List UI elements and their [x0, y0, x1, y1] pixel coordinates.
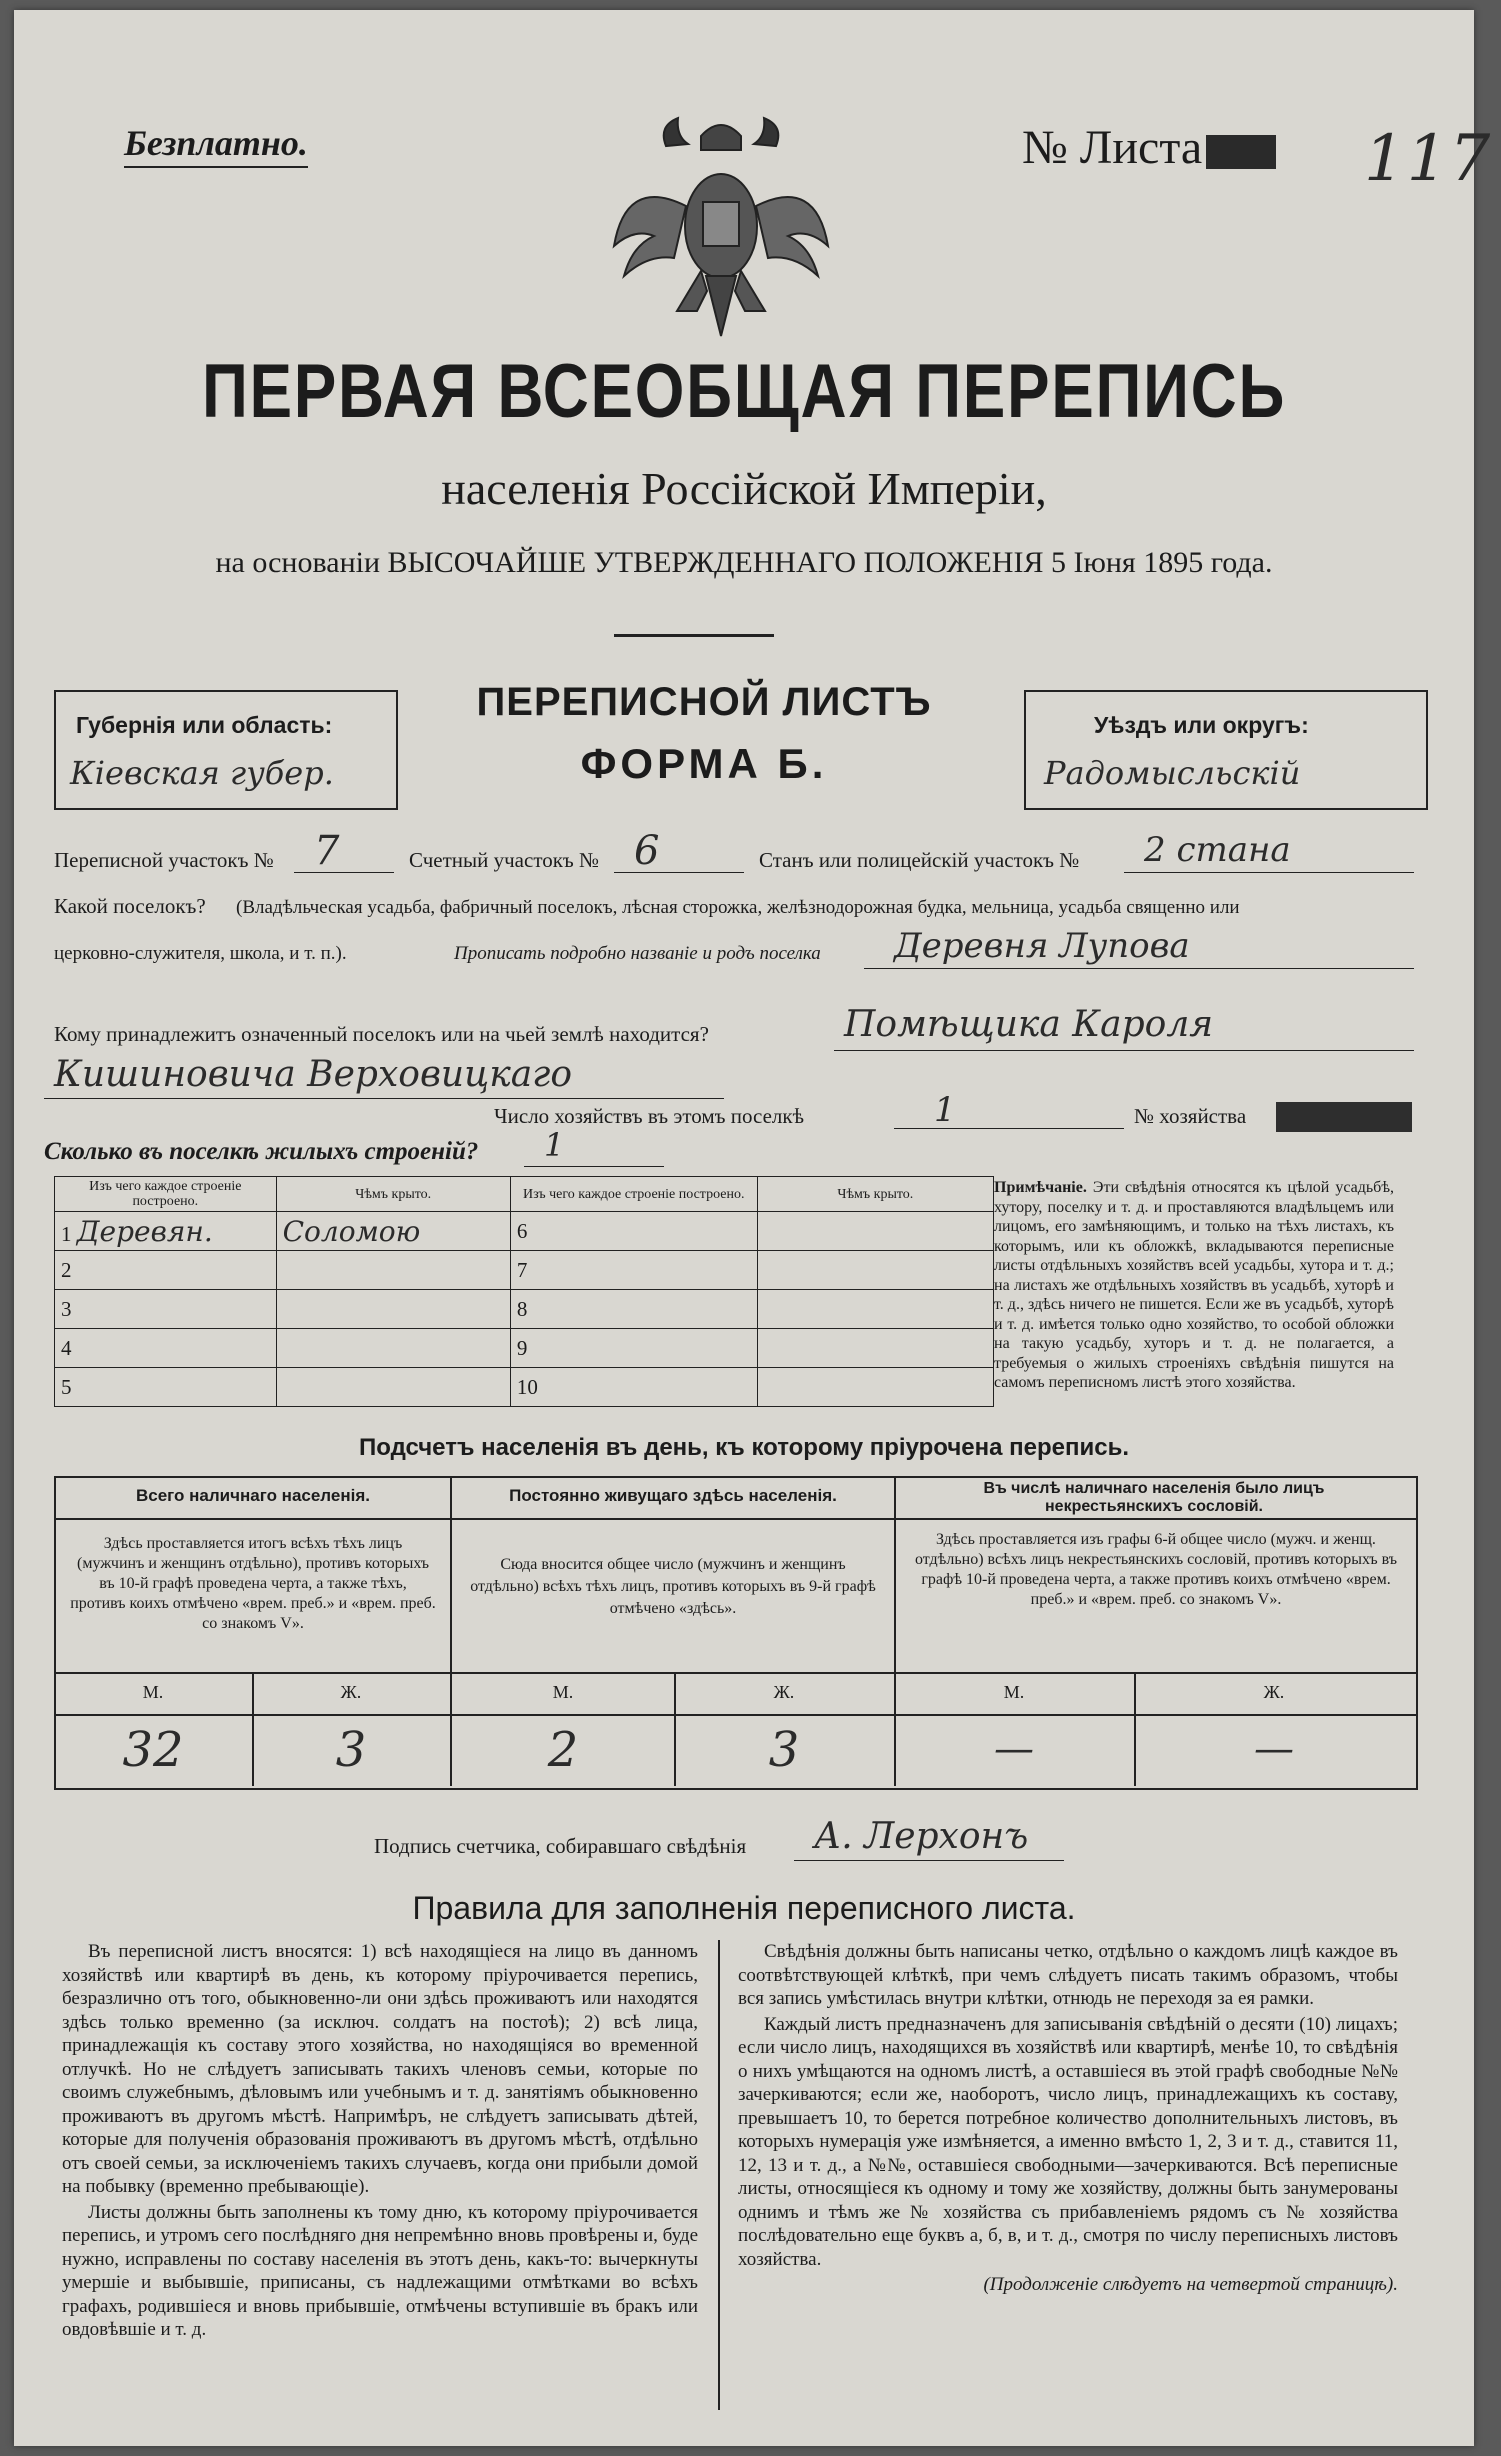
present-m-label: М. [142, 1682, 164, 1702]
table-row [55, 1212, 994, 1251]
census-area-line [294, 872, 394, 873]
count-title: Подсчетъ населенія въ день, къ которому пріурочена перепись. [359, 1434, 1129, 1461]
settlement-instruction: Прописать подробно названіе и родъ поселка [454, 943, 821, 964]
table-row [55, 1251, 994, 1290]
present-m-value: 32 [122, 1722, 184, 1778]
present-f-label: Ж. [340, 1682, 362, 1702]
signature-label: Подпись счетчика, собиравшаго свѣдѣнія [374, 1834, 747, 1858]
province-box [54, 690, 398, 810]
household-no-label: № хозяйства [1134, 1104, 1247, 1128]
resident-f-value: 3 [768, 1722, 800, 1778]
households-value: 1 [934, 1090, 956, 1130]
district-box [1024, 690, 1428, 810]
col-roof-header-2: Чѣмъ крыто. [757, 1177, 993, 1212]
buildings-label: Сколько въ поселкѣ жилыхъ строеній? [44, 1138, 479, 1165]
form-title: ПЕРЕПИСНОЙ ЛИСТЪ [476, 680, 932, 724]
col-material-header: Изъ чего каждое строеніе построено. [55, 1177, 277, 1212]
material-value: Деревян. [76, 1214, 213, 1248]
rules-right-column [738, 1940, 1398, 2297]
rules-left-column [62, 1940, 698, 2344]
owner-value-1: Помѣщика Кароля [844, 1004, 1214, 1045]
resident-m-value: 2 [547, 1722, 579, 1778]
note-title: Примѣчаніе. [994, 1179, 1087, 1196]
note-text: Эти свѣдѣнія относятся къ цѣлой усадьбѣ, хутору, поселку и т. д. и проставляются владѣльцемъ или лицомъ, его замѣняющимъ, и только на тѣхъ листахъ, къ которымъ, или къ обложкѣ, вкладываются переписные листы отдѣльныхъ хозяйствъ всей усадьбы, хутора и т. д.; на листахъ же отдѣльныхъ хозяйствъ въ усадьбѣ, хуторѣ и т. д., здѣсь ничего не пишется. Если же въ усадьбѣ, хуторѣ и т. д. имѣется только одно хозяйство, то особой обложки на такую усадьбу, хуторъ и т. д. не полагается, а требуемыя о жилыхъ строеніяхъ свѣдѣнія пишутся на самомъ переписномъ листѣ этого хозяйства. [994, 1179, 1395, 1391]
row-number: 10 [510, 1368, 757, 1407]
census-area-label: Переписной участокъ № [54, 848, 274, 872]
settlement-value: Деревня Лупова [894, 926, 1190, 966]
rules-right-p1: Свѣдѣнія должны быть написаны четко, отдѣльно о каждомъ лицѣ каждое въ соотвѣтствующей клѣткѣ, при чемъ слѣдуетъ писать такимъ образомъ, чтобы вся запись умѣстилась внутри клѣтки, отнюдь не переходя за ея рамки. [738, 1941, 1398, 2009]
buildings-table [54, 1176, 994, 1407]
resident-f-label: Ж. [773, 1682, 795, 1702]
page-subtitle: населенія Россійской Имперіи, [441, 463, 1047, 514]
count-area-label: Счетный участокъ № [409, 848, 600, 872]
nonpeasant-m-label: М. [1003, 1682, 1025, 1702]
nonpeasant-f-label: Ж. [1263, 1682, 1285, 1702]
count-col2-title: Постоянно живущаго здѣсь населенія. [509, 1486, 837, 1505]
buildings-value: 1 [544, 1126, 565, 1164]
count-area-value: 6 [634, 828, 660, 874]
rules-right-p2: Каждый листъ предназначенъ для записыванія свѣдѣній о десяти (10) лицахъ; если число лицъ, находящихся въ хозяйствѣ или квартирѣ, менѣе 10, то свѣдѣнія о нихъ умѣщаются на одномъ листѣ, а оставшіеся въ этой графѣ свободные №№ зачеркиваются; если же, наоборотъ, число лицъ, принадлежащихъ къ составу, превышаетъ 10, то берется потребное количество дополнительныхъ листовъ, въ которыхъ нумерація уже измѣняется, а именно вмѣсто 1, 2, 3 и т. д., ставится 11, 12, 13 и т. д., а №№, оставшіеся свободными—зачеркиваются. Всѣ переписные листы, относящіеся къ одному и тому же хозяйству, должны быть занумерованы однимъ и тѣмъ же № хозяйства съ прибавленіемъ рядомъ съ № хозяйства послѣдовательно еще буквъ а, б, в, и т. д., смотря по числу переписныхъ листовъ хозяйства. [738, 2013, 1398, 2270]
count-col2-text: Сюда вносится общее число (мужчинъ и женщинъ отдѣльно) всѣхъ тѣхъ лицъ, противъ которыхъ въ 9-й графѣ отмѣчено «здѣсь». [470, 1556, 876, 1617]
owner-line-1 [834, 1050, 1414, 1051]
divider [614, 634, 774, 637]
row-number: 4 [55, 1329, 277, 1368]
signature-line [794, 1860, 1064, 1861]
resident-m-label: М. [552, 1682, 574, 1702]
row-number: 9 [510, 1329, 757, 1368]
rules-column-divider [718, 1940, 720, 2410]
redacted-sheet-number [1206, 135, 1276, 169]
note [994, 1178, 1394, 1393]
row-number: 5 [55, 1368, 277, 1407]
row-number: 3 [55, 1290, 277, 1329]
count-row-divider-2 [54, 1672, 1416, 1674]
province-value: Кіевская губер. [70, 754, 334, 792]
row-number: 7 [510, 1251, 757, 1290]
table-row [55, 1368, 994, 1407]
district-label: Уѣздъ или округъ: [1094, 712, 1309, 738]
count-col1-text: Здѣсь проставляется итогъ всѣхъ тѣхъ лицъ (мужчинъ и женщинъ отдѣльно), противъ которыхъ въ 10-й графѣ проведена черта, а также тѣхъ, противъ коихъ отмѣчено «врем. преб.» и «врем. преб. со знакомъ V». [70, 1535, 436, 1632]
nonpeasant-f-value: — [1254, 1726, 1294, 1772]
row-number: 6 [510, 1212, 757, 1251]
rules-continued: (Продолженіе слѣдуетъ на четвертой страницѣ). [983, 2274, 1398, 2295]
nonpeasant-m-value: — [994, 1726, 1034, 1772]
settlement-line [864, 968, 1414, 969]
present-f-value: 3 [335, 1722, 367, 1778]
owner-label: Кому принадлежитъ означенный поселокъ или на чьей землѣ находится? [54, 1022, 709, 1046]
count-col3-text: Здѣсь проставляется изъ графы 6-й общее число (мужч. и женщ. отдѣльно) всѣхъ лицъ некрестьянскихъ сословій, противъ которыхъ въ графѣ 10-й проведена черта, а также противъ коихъ отмѣчено «врем. преб.» и «врем. преб. со знакомъ V». [914, 1531, 1398, 1608]
handwritten-page-number: 117 [1364, 122, 1493, 196]
stan-line [1124, 872, 1414, 873]
rules-title: Правила для заполненія переписного листа. [412, 1890, 1076, 1926]
count-col3-title: Въ числѣ наличнаго населенія было лицъ некрестьянскихъ сословій. [983, 1480, 1325, 1515]
legal-basis: на основаніи ВЫСОЧАЙШЕ УТВЕРЖДЕННАГО ПОЛОЖЕНІЯ 5 Іюня 1895 года. [215, 546, 1273, 579]
stan-value: 2 стана [1144, 830, 1291, 870]
rules-left-p2: Листы должны быть заполнены къ тому дню, къ которому пріурочивается перепись, и утромъ сего послѣдняго дня непремѣнно вновь провѣрены и, буде нужно, исправлены по составу населенія въ этотъ день, какъ-то: вычеркнуты умершіе и выбывшіе, приписаны, съ надлежащими отмѣтками во всѣхъ графахъ, родившіеся и вновь прибывшіе, отмѣчены вступившіе въ бракъ или овдовѣвшіе и т. д. [62, 2201, 698, 2340]
row-number: 8 [510, 1290, 757, 1329]
signature-value: А. Лерхонъ [814, 1816, 1029, 1857]
households-label: Число хозяйствъ въ этомъ поселкѣ [494, 1104, 804, 1128]
redacted-household-number [1276, 1102, 1412, 1132]
row-number: 2 [55, 1251, 277, 1290]
owner-line-2 [44, 1098, 724, 1099]
rules-left-p1: Въ переписной листъ вносятся: 1) всѣ находящіеся на лицо въ данномъ хозяйствѣ или квартирѣ въ день, къ которому пріурочивается перепись, безразлично отъ того, обыкновенно-ли они здѣсь проживаютъ или находятся здѣсь только временно (за исключ. солдатъ на постоѣ); 2) всѣ лица, принадлежащія къ составу этого хозяйства, но находящіяся во временной отлучкѣ. Но не слѣдуетъ записывать такихъ членовъ семьи, которые по своимъ служебнымъ, дѣловымъ или учебнымъ и т. д. занятіямъ обыкновенно проживаютъ въ другомъ мѣстѣ. Напримѣръ, не слѣдуетъ записывать дѣтей, которые для полученія образованія проживаютъ въ другомъ мѣстѣ, отдѣльно отъ своей семьи, за исключеніемъ такихъ случаевъ, когда они прибыли домой на побывку (временно пребывающіе). [62, 1941, 698, 2197]
imperial-eagle-emblem [606, 106, 836, 356]
district-value: Радомысльскій [1044, 754, 1301, 792]
table-row [55, 1329, 994, 1368]
col-material-header-2: Изъ чего каждое строеніе построено. [510, 1177, 757, 1212]
buildings-line [524, 1166, 664, 1167]
province-label: Губернія или область: [76, 712, 333, 738]
count-col1-title: Всего наличнаго населенія. [136, 1486, 370, 1505]
count-area-line [614, 872, 744, 873]
stan-label: Станъ или полицейскій участокъ № [759, 848, 1080, 872]
census-form-sheet [14, 10, 1493, 2446]
sheet-number-label: № Листа [1022, 121, 1203, 174]
row-number: 1 [61, 1221, 72, 1246]
settlement-hint-2: церковно-служителя, школа, и т. п.). [54, 943, 347, 964]
count-row-divider-3 [54, 1714, 1416, 1716]
sheet-number [1022, 120, 1276, 175]
roof-value: Соломою [276, 1212, 510, 1251]
households-line [894, 1128, 1124, 1129]
settlement-hint-1: (Владѣльческая усадьба, фабричный поселокъ, лѣсная сторожка, желѣзнодорожная будка, мельница, усадьба священно или [236, 897, 1240, 918]
owner-value-2: Кишиновича Верховицкаго [54, 1054, 573, 1095]
settlement-label: Какой поселокъ? [54, 894, 206, 918]
col-roof-header: Чѣмъ крыто. [276, 1177, 510, 1212]
form-type: ФОРМА Б. [580, 740, 828, 787]
census-area-value: 7 [314, 828, 340, 874]
free-label: Безплатно. [124, 122, 308, 168]
count-row-divider-1 [54, 1518, 1416, 1520]
table-row [55, 1290, 994, 1329]
page-title: ПЕРВАЯ ВСЕОБЩАЯ ПЕРЕПИСЬ [201, 349, 1287, 434]
